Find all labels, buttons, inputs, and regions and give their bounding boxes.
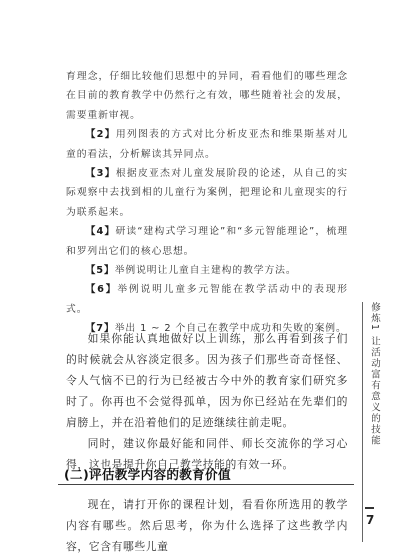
section-heading: (二)评估教学内容的教育价值 bbox=[64, 467, 231, 482]
side-rule bbox=[362, 302, 363, 542]
exercise-block bbox=[66, 67, 348, 339]
list-item: 【4】研读“建构式学习理论”和“多元智能理论”，梳理和罗列出它们的核心思想。 bbox=[66, 226, 348, 257]
list-item: 【5】举例说明让儿童自主建构的教学方法。 bbox=[85, 265, 297, 277]
body-text bbox=[66, 328, 348, 475]
paragraph: 同时，建议你最好能和同伴、师长交流你的学习心得，这也是提升你自己教学技能的有效一环。 bbox=[66, 437, 348, 471]
paragraph: 如果你能认真地做好以上训练，那么再看到孩子们的时候就会从容淡定很多。因为孩子们那些奇奇怪怪、令人气恼不已的行为已经被古今中外的教育家们研究多时了。你再也不会觉得孤单，因为你已经站在先辈们的肩膀上，并在沿着他们的足迹继续往前走呢。 bbox=[66, 332, 348, 429]
list-item: 【3】根据皮亚杰对儿童发展阶段的论述，从自己的实际观察中去找到相的儿童行为案例，把理论和儿童现实的行为联系起来。 bbox=[66, 168, 348, 218]
list-item: 【7】举出 1 ~ 2 个自己在教学中成功和失败的案例。 bbox=[85, 323, 347, 335]
list-item: 【6】举例说明儿童多元智能在教学活动中的表现形式。 bbox=[66, 284, 348, 315]
list-item: 【2】用列图表的方式对比分析皮亚杰和维果斯基对儿童的看法，分析解读其异同点。 bbox=[66, 129, 348, 160]
paragraph: 现在，请打开你的课程计划，看看你所选用的教学内容有哪些。然后思考，你为什么选择了这些教学内容，它含有哪些儿童 bbox=[66, 498, 348, 553]
page-number: 7 bbox=[366, 513, 375, 527]
section-body bbox=[66, 494, 348, 557]
running-title: 修炼1 让活动富有意义的技能 bbox=[369, 302, 380, 447]
paragraph-continued: 育理念，仔细比较他们思想中的异同，看看他们的哪些理念在目前的教育教学中仍然行之有效，哪些随着社会的发展，需要重新审视。 bbox=[66, 71, 348, 121]
exercise-list bbox=[66, 125, 348, 338]
page-number-mark bbox=[365, 507, 374, 509]
heading-rule bbox=[58, 484, 354, 485]
